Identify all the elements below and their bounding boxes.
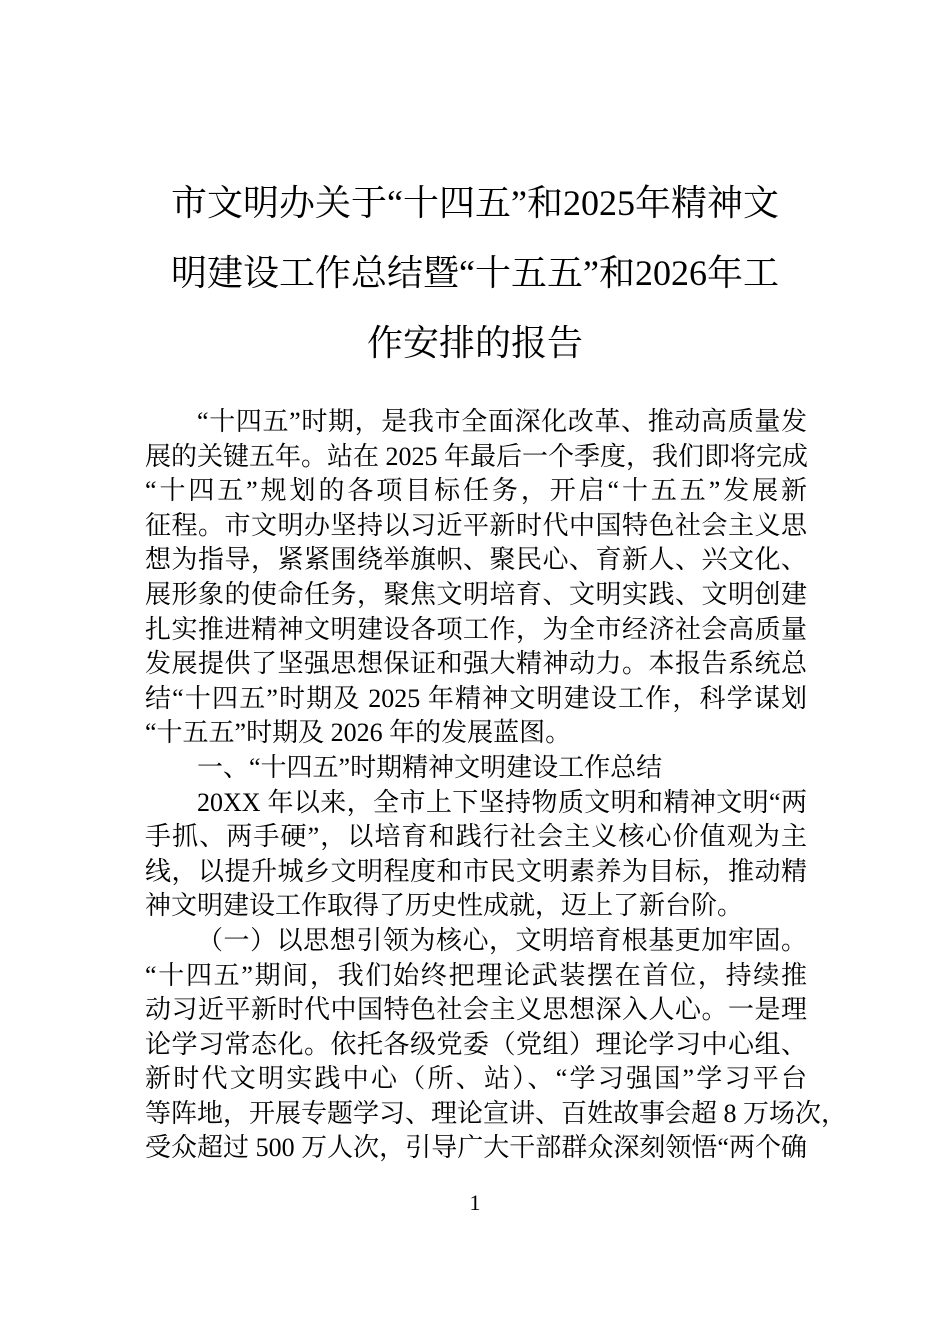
title-line: 作安排的报告	[366, 323, 583, 363]
body-line: 动习近平新时代中国特色社会主义思想深入人心。一是理	[145, 995, 807, 1025]
body-line: 展的关键五年。站在 2025 年最后一个季度，我们即将完成	[145, 441, 809, 471]
body-line: 线，以提升城乡文明程度和市民文明素养为目标，推动精	[145, 856, 807, 886]
body-line: 发展提供了坚强思想保证和强大精神动力。本报告系统总	[145, 649, 807, 679]
body-line: 想为指导，紧紧围绕举旗帜、聚民心、育新人、兴文化、	[145, 545, 807, 575]
body-line: 神文明建设工作取得了历史性成就，迈上了新台阶。	[145, 891, 744, 921]
body-line: 受众超过 500 万人次，引导广大干部群众深刻领悟“两个确	[145, 1133, 807, 1163]
body-line: “十四五”期间，我们始终把理论武装摆在首位，持续推	[145, 960, 807, 990]
title-line: 市文明办关于“十四五”和2025年精神文	[171, 183, 779, 223]
body-line: “十四五”时期，是我市全面深化改革、推动高质量发	[197, 407, 807, 436]
body-line: 手抓、两手硬”，以培育和践行社会主义核心价值观为主	[145, 822, 807, 852]
body-line: 结“十四五”时期及 2025 年精神文明建设工作，科学谋划	[145, 683, 807, 713]
page-number: 1	[469, 1190, 481, 1215]
document-title	[140, 168, 810, 378]
title-line: 明建设工作总结暨“十五五”和2026年工	[171, 253, 779, 293]
body-line: 一、“十四五”时期精神文明建设工作总结	[197, 752, 663, 782]
body-line: “十四五”规划的各项目标任务，开启“十五五”发展新	[145, 476, 807, 506]
body-line: 等阵地，开展专题学习、理论宣讲、百姓故事会超 8 万场次，	[145, 1098, 848, 1128]
body-line: 展形象的使命任务，聚焦文明培育、文明实践、文明创建	[145, 579, 807, 609]
body-line: 论学习常态化。依托各级党委（党组）理论学习中心组、	[145, 1029, 807, 1059]
body-line: （一）以思想引领为核心，文明培育根基更加牢固。	[197, 925, 807, 955]
body-line: 20XX 年以来，全市上下坚持物质文明和精神文明“两	[197, 787, 807, 817]
body-line: 扎实推进精神文明建设各项工作，为全市经济社会高质量	[145, 614, 807, 644]
body-line: 新时代文明实践中心（所、站）、“学习强国”学习平台	[145, 1064, 807, 1094]
body-line: 征程。市文明办坚持以习近平新时代中国特色社会主义思	[145, 510, 807, 540]
document-body	[145, 405, 848, 1166]
body-line: “十五五”时期及 2026 年的发展蓝图。	[145, 718, 572, 748]
